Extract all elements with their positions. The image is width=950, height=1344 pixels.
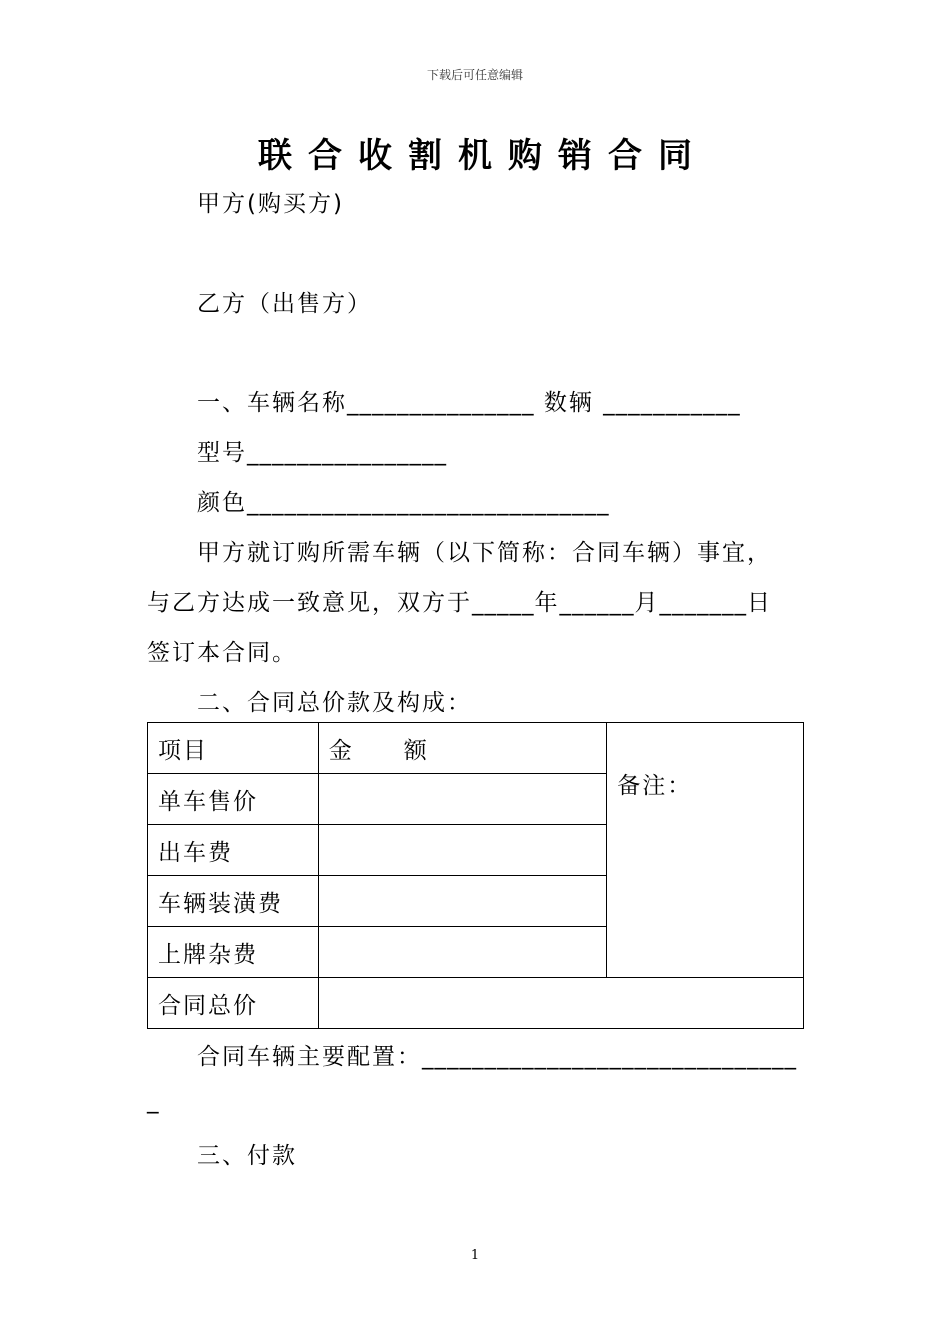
color-label: 颜色 <box>197 490 247 516</box>
day-label: 日 <box>747 590 772 616</box>
month-label: 月 <box>634 590 660 616</box>
config-blank-continued: _ <box>147 1088 161 1114</box>
row-label-unit-price: 单车售价 <box>148 774 319 825</box>
price-table <box>147 722 804 1029</box>
config-line <box>197 1038 797 1071</box>
amount-cell-decoration-fee[interactable] <box>318 876 607 927</box>
year-label: 年 <box>534 590 560 616</box>
year-blank: _____ <box>472 590 535 616</box>
color-blank: _____________________________ <box>247 490 610 516</box>
model-label: 型号 <box>197 440 247 466</box>
amount-cell-unit-price[interactable] <box>318 774 607 825</box>
remark-cell: 备注： <box>607 723 804 978</box>
table-row <box>148 978 804 1029</box>
row-label-total: 合同总价 <box>148 978 319 1029</box>
day-blank: _______ <box>659 590 747 616</box>
row-label-registration-fee: 上牌杂费 <box>148 927 319 978</box>
vehicle-name-label: 一、车辆名称 <box>197 390 347 416</box>
agreement-text: 与乙方达成一致意见，双方于 <box>147 590 472 616</box>
vehicle-qty-label: 数辆 <box>543 390 594 416</box>
month-blank: ______ <box>559 590 635 616</box>
section-2-heading: 二、合同总价款及构成： <box>197 690 472 716</box>
vehicle-name-blank: _______________ <box>347 390 535 416</box>
header-item-cell: 项目 <box>148 723 319 774</box>
amount-cell-delivery-fee[interactable] <box>318 825 607 876</box>
color-line <box>197 484 610 517</box>
header-amount-cell: 金 额 <box>318 723 607 774</box>
header-note: 下载后可任意编辑 <box>426 68 523 82</box>
vehicle-qty-blank: ___________ <box>603 390 741 416</box>
amount-cell-total[interactable] <box>318 978 803 1029</box>
model-blank: ________________ <box>247 440 447 466</box>
amount-cell-registration-fee[interactable] <box>318 927 607 978</box>
paragraph-line-3: 签订本合同。 <box>147 640 297 666</box>
row-label-delivery-fee: 出车费 <box>148 825 319 876</box>
config-blank: ______________________________ <box>422 1044 797 1070</box>
section-3-heading: 三、付款 <box>197 1143 297 1169</box>
vehicle-name-line <box>197 384 741 417</box>
document-title: 联合收割机购销合同 <box>258 136 708 176</box>
page-number: 1 <box>470 1248 480 1263</box>
paragraph-line-1: 甲方就订购所需车辆（以下简称：合同车辆）事宜， <box>197 540 772 566</box>
paragraph-line-2 <box>147 584 772 617</box>
config-label: 合同车辆主要配置： <box>197 1044 422 1070</box>
party-b-label: 乙方（出售方） <box>197 291 372 317</box>
party-a-label: 甲方(购买方) <box>197 191 344 217</box>
model-line <box>197 434 447 467</box>
table-row <box>148 723 804 774</box>
row-label-decoration-fee: 车辆装潢费 <box>148 876 319 927</box>
